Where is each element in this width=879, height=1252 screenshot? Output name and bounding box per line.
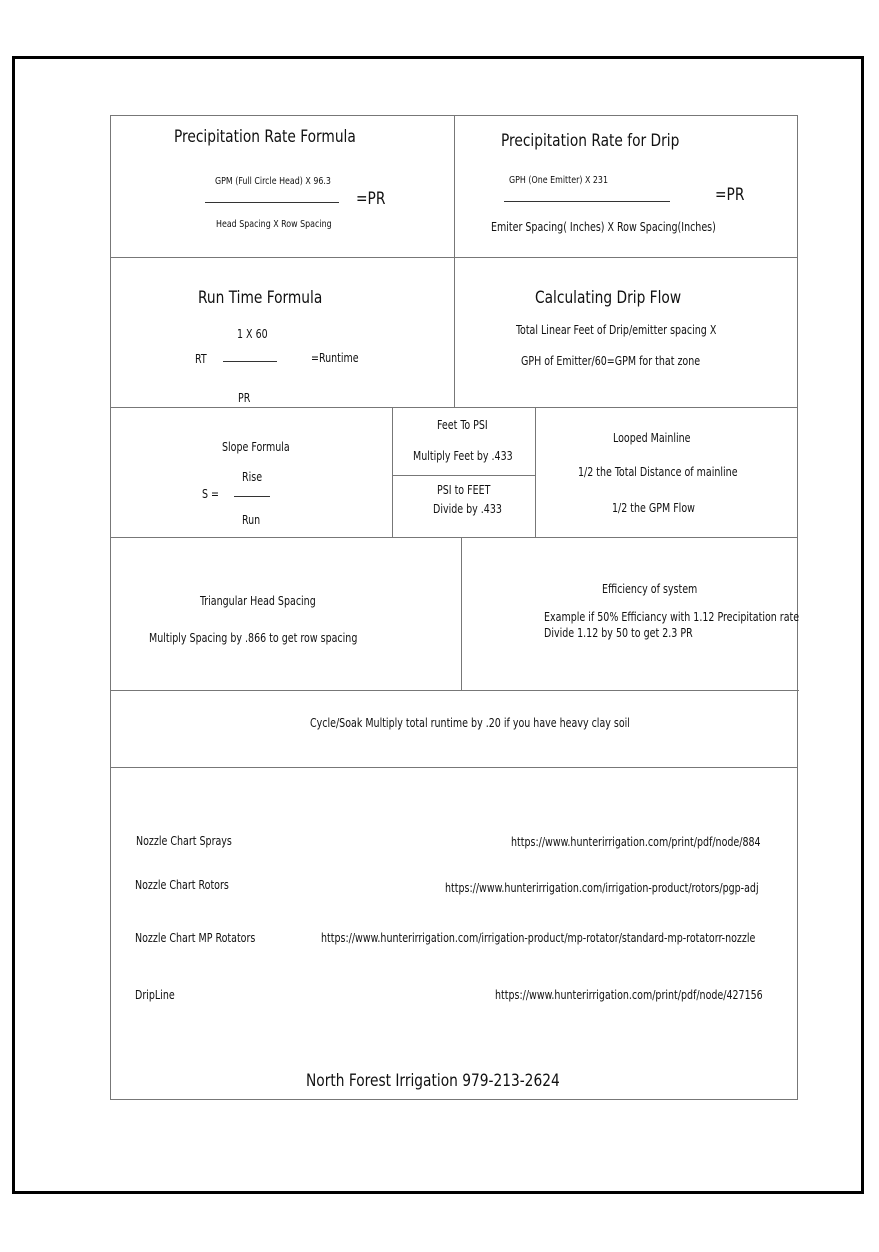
nozzle-chart-sprays-link[interactable]: https://www.hunterirrigation.com/print/pdf/node/884 (511, 835, 761, 849)
nozzle-chart-label: Nozzle Chart Sprays (136, 834, 232, 848)
drip-flow-line1: Total Linear Feet of Drip/emitter spacing X (516, 323, 717, 337)
drip-flow-title: Calculating Drip Flow (535, 288, 682, 308)
fraction-line (504, 201, 670, 202)
fraction-line (234, 496, 270, 497)
triangular-title: Triangular Head Spacing (200, 594, 316, 608)
formula-sheet (110, 115, 798, 1100)
nozzle-chart-label: Nozzle Chart Rotors (135, 878, 229, 892)
grid-line (111, 690, 799, 691)
fraction-line (205, 202, 339, 203)
efficiency-title: Efficiency of system (602, 582, 698, 596)
efficiency-line2: Divide 1.12 by 50 to get 2.3 PR (544, 626, 693, 640)
psi-feet-text: Divide by .433 (433, 502, 502, 516)
precip-rate-numerator: GPM (Full Circle Head) X 96.3 (215, 176, 331, 187)
grid-line (461, 537, 462, 690)
run-time-title: Run Time Formula (198, 288, 323, 308)
precip-rate-result: =PR (356, 189, 386, 209)
looped-line1: 1/2 the Total Distance of mainline (578, 465, 738, 479)
grid-line (535, 407, 536, 537)
precip-rate-denominator: Head Spacing X Row Spacing (216, 219, 332, 230)
slope-denominator: Run (242, 513, 261, 527)
feet-psi-title: Feet To PSI (437, 418, 488, 432)
efficiency-line1: Example if 50% Efficiancy with 1.12 Precipitation rate (544, 610, 800, 624)
slope-prefix: S = (202, 487, 220, 501)
cycle-soak-text: Cycle/Soak Multiply total runtime by .20 if you have heavy clay soil (310, 716, 630, 730)
nozzle-chart-label: Nozzle Chart MP Rotators (135, 931, 256, 945)
feet-psi-text: Multiply Feet by .433 (413, 449, 513, 463)
grid-line (392, 407, 393, 537)
dripline-link[interactable]: https://www.hunterirrigation.com/print/pdf/node/427156 (495, 988, 763, 1002)
psi-feet-title: PSI to FEET (437, 483, 491, 497)
grid-line (111, 407, 797, 408)
run-time-denominator: PR (238, 391, 251, 405)
grid-line (111, 767, 797, 768)
triangular-text: Multiply Spacing by .866 to get row spacing (149, 631, 358, 645)
run-time-prefix: RT (195, 352, 207, 366)
slope-title: Slope Formula (222, 440, 290, 454)
grid-line (111, 537, 797, 538)
precip-drip-denominator: Emiter Spacing( Inches) X Row Spacing(Inches) (491, 220, 716, 234)
run-time-numerator: 1 X 60 (237, 327, 268, 341)
grid-line (392, 475, 535, 476)
footer-contact: North Forest Irrigation 979-213-2624 (306, 1071, 560, 1091)
precip-drip-numerator: GPH (One Emitter) X 231 (509, 175, 608, 186)
precip-drip-title: Precipitation Rate for Drip (501, 131, 680, 151)
grid-line (454, 116, 455, 257)
looped-line2: 1/2 the GPM Flow (612, 501, 695, 515)
grid-line (454, 257, 455, 408)
drip-flow-line2: GPH of Emitter/60=GPM for that zone (521, 354, 701, 368)
nozzle-chart-rotors-link[interactable]: https://www.hunterirrigation.com/irrigation-product/rotors/pgp-adj (445, 881, 759, 895)
looped-title: Looped Mainline (613, 431, 691, 445)
nozzle-chart-label: DripLine (135, 988, 175, 1002)
nozzle-chart-mp-rotators-link[interactable]: https://www.hunterirrigation.com/irrigation-product/mp-rotator/standard-mp-rotatorr-nozzle (321, 931, 756, 945)
precip-drip-result: =PR (715, 185, 745, 205)
slope-numerator: Rise (242, 470, 263, 484)
fraction-line (223, 361, 277, 362)
precip-rate-title: Precipitation Rate Formula (174, 127, 356, 147)
run-time-result: =Runtime (311, 351, 359, 365)
